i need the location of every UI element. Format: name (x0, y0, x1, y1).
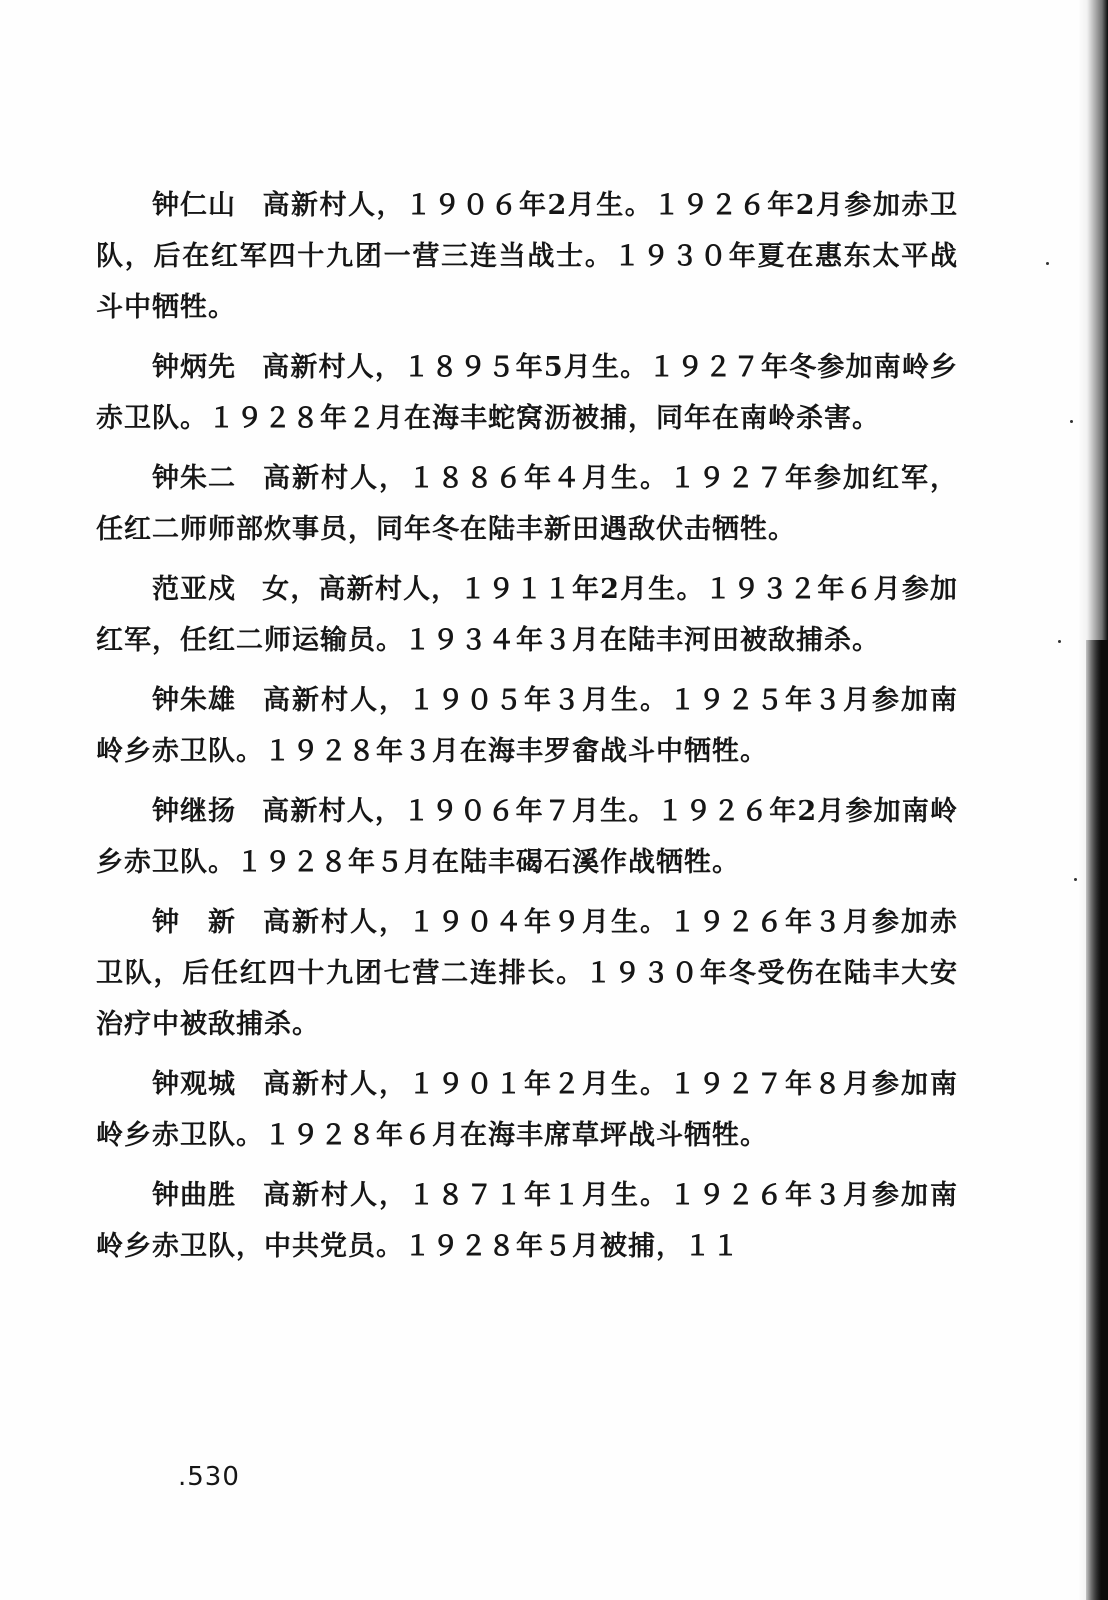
biography-entry (96, 675, 958, 777)
entry-text: 高新村人，１９０６年2月生。１９２６年2月参加赤卫队，后在红军四十九团一营三连当战士。１９３０年夏在惠东太平战斗中牺牲。 (96, 190, 958, 323)
scan-speck (1046, 262, 1049, 265)
person-name: 钟朱雄 (152, 685, 236, 716)
person-name: 钟仁山 (152, 190, 236, 221)
biography-entry (96, 786, 958, 888)
biography-list (96, 180, 958, 1281)
biography-entry (96, 564, 958, 666)
entry-text: 高新村人，１８７１年１月生。１９２６年３月参加南岭乡赤卫队，中共党员。１９２８年５月被捕，１１ (96, 1180, 958, 1262)
person-name: 钟观城 (152, 1069, 236, 1100)
entry-text: 高新村人，１９０４年９月生。１９２６年３月参加赤卫队，后任红四十九团七营二连排长。１９３０年冬受伤在陆丰大安治疗中被敌捕杀。 (96, 907, 958, 1040)
scan-speck (1070, 420, 1073, 423)
biography-entry (96, 1059, 958, 1161)
person-name: 钟炳先 (152, 352, 236, 383)
entry-text: 高新村人，１８９５年5月生。１９２７年冬参加南岭乡赤卫队。１９２８年２月在海丰蛇窝沥被捕，同年在南岭杀害。 (96, 352, 958, 434)
entry-text: 高新村人，１９０１年２月生。１９２７年８月参加南岭乡赤卫队。１９２８年６月在海丰席草坪战斗牺牲。 (96, 1069, 958, 1151)
entry-text: 高新村人，１９０５年３月生。１９２５年３月参加南岭乡赤卫队。１９２８年３月在海丰罗畲战斗中牺牲。 (96, 685, 958, 767)
scan-speck (1074, 878, 1077, 881)
biography-entry (96, 342, 958, 444)
person-name: 钟 新 (152, 907, 236, 938)
entry-text: 高新村人，１９０６年７月生。１９２６年2月参加南岭乡赤卫队。１９２８年５月在陆丰碣石溪作战牺牲。 (96, 796, 958, 878)
biography-entry (96, 180, 958, 333)
biography-entry (96, 1170, 958, 1272)
biography-entry (96, 897, 958, 1050)
page-number: .530 (178, 1462, 240, 1492)
entry-text: 女，高新村人，１９１１年2月生。１９３２年６月参加红军，任红二师运输员。１９３４年３月在陆丰河田被敌捕杀。 (96, 574, 958, 656)
person-name: 钟曲胜 (152, 1180, 236, 1211)
person-name: 范亚戍 (152, 574, 236, 605)
scan-edge-dark-band (1086, 640, 1108, 1600)
entry-text: 高新村人，１８８６年４月生。１９２７年参加红军，任红二师师部炊事员，同年冬在陆丰新田遇敌伏击牺牲。 (96, 463, 958, 545)
person-name: 钟朱二 (152, 463, 236, 494)
scan-speck (1058, 640, 1061, 643)
person-name: 钟继扬 (152, 796, 236, 827)
biography-entry (96, 453, 958, 555)
